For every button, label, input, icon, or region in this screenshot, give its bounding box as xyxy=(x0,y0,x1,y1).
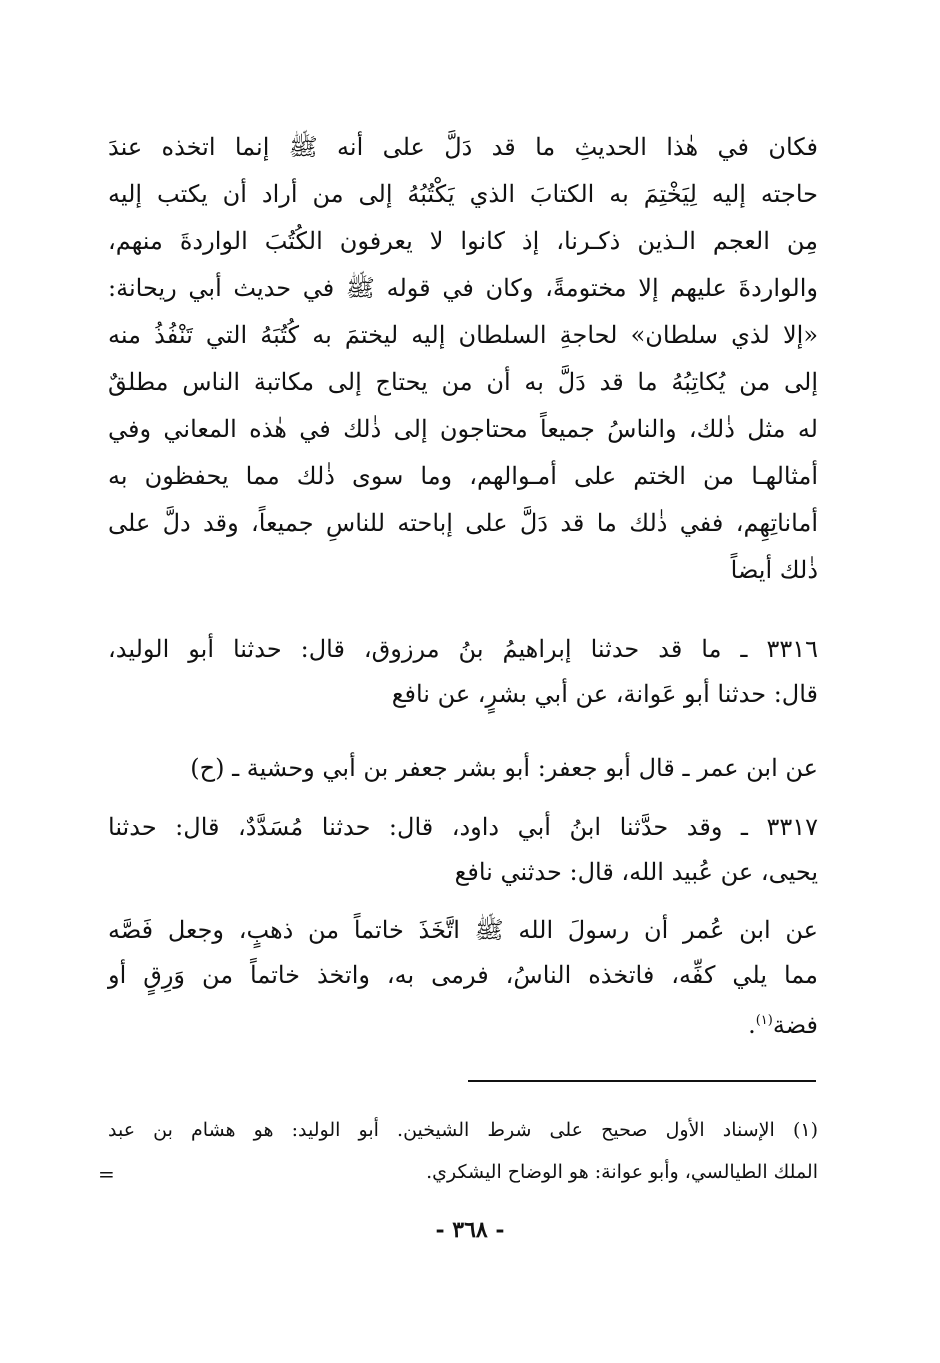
text-line: يحيى، عن عُبيد الله، قال: حدثني نافع xyxy=(454,858,818,886)
main-paragraph xyxy=(108,124,818,594)
text-line: عن ابن عُمر أن رسولَ الله ﷺ اتَّخَذَ خاتماً من ذهبٍ، وجعل فَصَّه xyxy=(108,916,818,944)
text-line: قال: حدثنا أبو عَوانة، عن أبي بشرٍ، عن نافع xyxy=(391,680,818,708)
footnote-separator xyxy=(468,1080,816,1082)
text-line: ٣٣١٦ ـ ما قد حدثنا إبراهيمُ بنُ مرزوق، قال: حدثنا أبو الوليد، xyxy=(108,635,818,663)
text-fragment: فضة xyxy=(772,1011,818,1039)
text-line: مِن العجم الـذين ذكـرنا، إذ كانوا لا يعرفون الكُتُبَ الواردةَ منهم، xyxy=(108,227,818,255)
footnotes xyxy=(108,1109,818,1193)
page-number: - ٣٦٨ - xyxy=(435,1217,505,1243)
text-line: له مثل ذٰلك، والناسُ جميعاً محتاجون إلى ذٰلك في هٰذه المعاني وفي xyxy=(108,415,818,443)
text-line: أماناتِهِم، ففي ذٰلك ما قد دَلَّ على إباحته للناسِ جميعاً، وقد دلَّ على xyxy=(108,509,818,537)
text-line: مما يلي كفِّه، فاتخذه الناسُ، فرمى به، واتخذ خاتماً من وَرِقٍ أو xyxy=(108,961,818,989)
text-line xyxy=(108,998,818,1043)
text-line: ٣٣١٧ ـ وقد حدَّثنا ابنُ أبي داود، قال: حدثنا مُسَدَّدٌ، قال: حدثنا xyxy=(108,813,819,841)
footnote-continuation-mark: = xyxy=(98,1162,115,1186)
hadith-3317-isnad xyxy=(108,805,818,895)
text-line: إلى من يُكاتِبُهُ ما قد دَلَّ به أن من يحتاج إلى مكاتبة الناس مطلقٌ xyxy=(108,368,818,396)
text-line: والواردةَ عليهم إلا مختومةً، وكان في قوله ﷺ في حديث أبي ريحانة: xyxy=(108,274,818,302)
end-punctuation: . xyxy=(748,1011,756,1039)
footnote-reference[interactable]: (١) xyxy=(755,1013,773,1028)
hadith-3316-narration xyxy=(108,745,818,792)
hadith-3316-isnad xyxy=(108,627,818,717)
footnote-line: (١) الإسناد الأول صحيح على شرط الشيخين. أبو الوليد: هو هشام بن عبد xyxy=(108,1119,818,1141)
text-line: حاجته إليه لِيَخْتِمَ به الكتابَ الذي يَكْتُبُهُ إلى من أراد أن يكتب إليه xyxy=(108,180,818,208)
text-line: «إلا لذي سلطان» لحاجةِ السلطان إليه ليختمَ به كُتُبَهُ التي تَنْفُذُ منه xyxy=(108,321,818,349)
text-line: فكان في هٰذا الحديثِ ما قد دَلَّ على أنه ﷺ إنما اتخذه عندَ xyxy=(108,133,818,161)
text-line: أمثالهـا من الختم على أمـوالهم، وما سوى ذٰلك مما يحفظون به xyxy=(108,462,818,490)
text-line: عن ابن عمر ـ قال أبو جعفر: أبو بشر جعفر بن أبي وحشية ـ (ح) xyxy=(190,754,818,782)
hadith-3317-matn xyxy=(108,908,818,1043)
text-line: ذٰلك أيضاً xyxy=(730,556,818,584)
footnote-line: الملك الطيالسي، وأبو عوانة: هو الوضاح اليشكري. xyxy=(426,1161,818,1183)
